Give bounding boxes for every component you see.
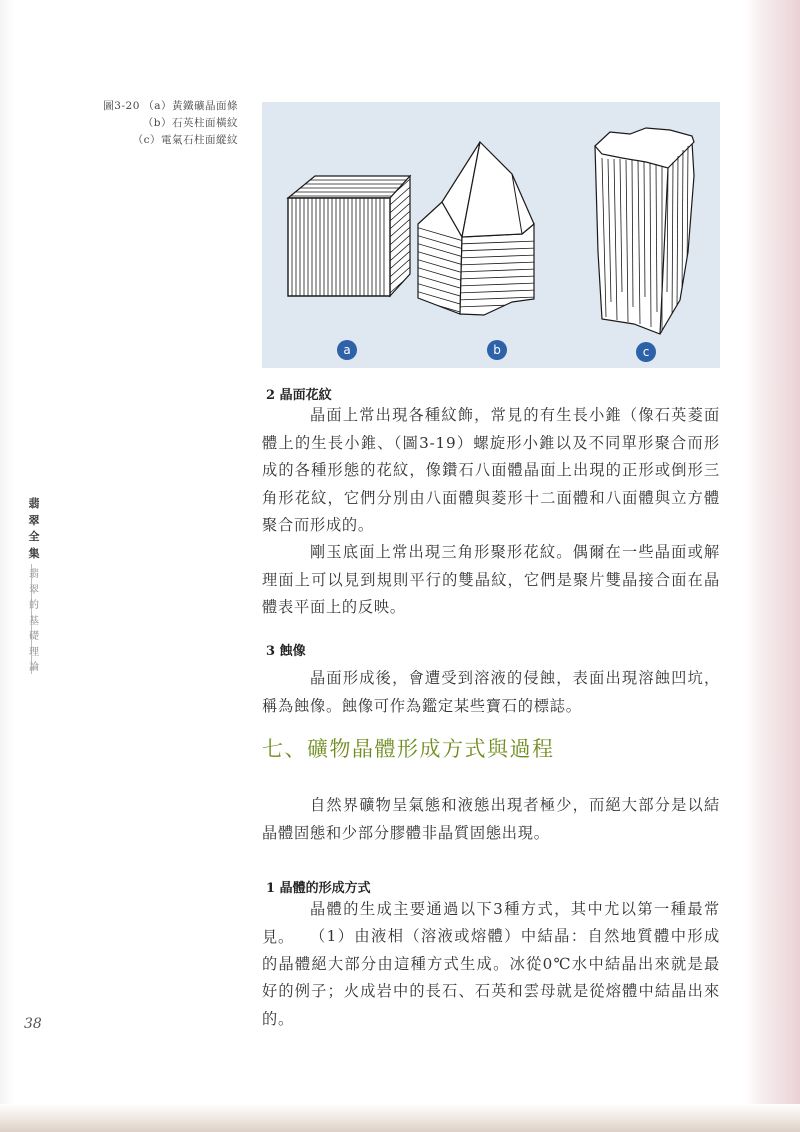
side-tab-chapter-title: 翡 翠 的 基 礎 理 論 bbox=[29, 569, 39, 673]
paragraph: （1）由液相（溶液或熔體）中結晶：自然地質體中形成的晶體絕大部分由這種方式生成。冰從0℃水中結晶出來就是最好的例子；火成岩中的長石、石英和雲母就是從熔體中結晶出來的。 bbox=[262, 927, 720, 1028]
paragraph: 晶體的生成主要通過以下3種方式，其中尤以第一種最常見。 bbox=[262, 900, 720, 946]
section-heading-etch-figures: 3 蝕像 bbox=[266, 644, 306, 659]
caption-line-c: （c）電氣石柱面縱紋 bbox=[132, 134, 238, 146]
paragraph: 晶面形成後，會遭受到溶液的侵蝕，表面出現溶蝕凹坑，稱為蝕像。蝕像可作為鑑定某些寶石的標誌。 bbox=[262, 669, 720, 715]
paragraph: 晶面上常出現各種紋飾，常見的有生長小錐（像石英菱面體上的生長小錐、（圖3-19）螺旋形小錐以及不同單形聚合而形成的各種形態的花紋，像鑽石八面體晶面上出現的正形或倒形三角形花紋，它們分別由八面體與菱形十二面體和八面體與立方體聚合而形成的。 bbox=[262, 406, 720, 534]
chapter-title: 七、礦物晶體形成方式與過程 bbox=[262, 737, 555, 761]
crystal-striation-figure bbox=[262, 102, 720, 368]
figure-badge-b: b bbox=[487, 340, 507, 360]
pyrite-cube-drawing bbox=[262, 172, 422, 300]
section-heading-crystal-formation: 1 晶體的形成方式 bbox=[266, 881, 371, 896]
tourmaline-prism-drawing bbox=[595, 128, 694, 334]
quartz-crystal-drawing bbox=[412, 142, 537, 315]
paragraph: 自然界礦物呈氣態和液態出現者極少，而絕大部分是以結晶體固態和少部分膠體非晶質固態出現。 bbox=[262, 796, 720, 842]
crystal-drawings bbox=[262, 102, 720, 368]
page-number: 38 bbox=[24, 1016, 42, 1032]
figure-badge-c: c bbox=[636, 342, 656, 362]
section-heading-crystal-face-patterns: 2 晶面花紋 bbox=[266, 388, 332, 403]
figure-badge-a: a bbox=[337, 340, 357, 360]
caption-line-a: 圖3-20 （a）黃鐵礦晶面條 bbox=[103, 100, 238, 112]
caption-line-b: （b）石英柱面橫紋 bbox=[142, 117, 238, 129]
paragraph: 剛玉底面上常出現三角形聚形花紋。偶爾在一些晶面或解理面上可以見到規則平行的雙晶紋，它們是聚片雙晶接合面在晶體表平面上的反映。 bbox=[262, 543, 720, 616]
page-bottom-edge bbox=[0, 1104, 800, 1132]
side-tab-book-title: 翡 翠 全 集 bbox=[28, 497, 40, 560]
